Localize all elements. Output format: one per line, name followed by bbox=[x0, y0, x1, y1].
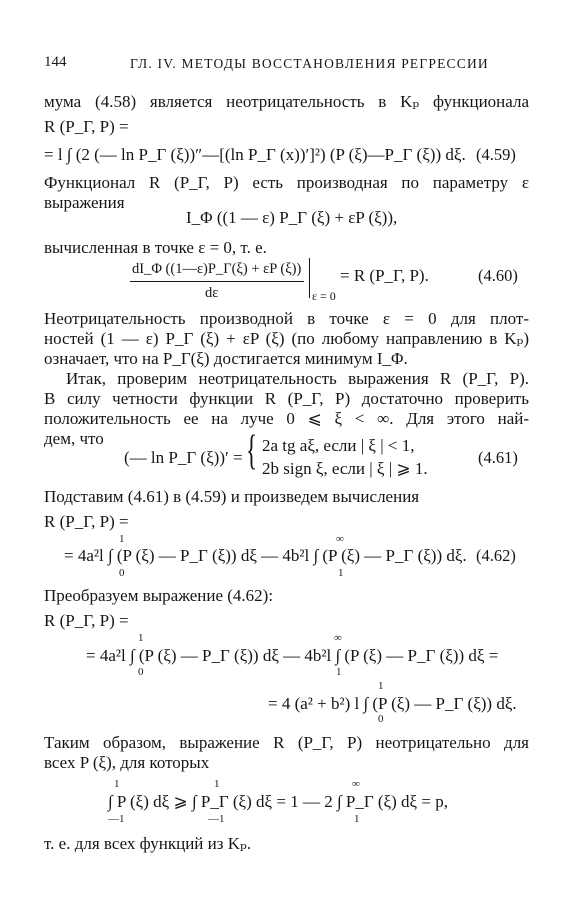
running-title: ГЛ. IV. МЕТОДЫ ВОССТАНОВЛЕНИЯ РЕГРЕССИИ bbox=[130, 56, 489, 71]
integral-lower-limit: 1 bbox=[338, 567, 344, 579]
case-line: 2a tg aξ, если | ξ | < 1, bbox=[262, 436, 415, 455]
text-line: выражения bbox=[44, 193, 125, 212]
text-line: Функционал R (P_Г, P) есть производная по параметру ε bbox=[44, 173, 529, 192]
formula-lhs: (— ln P_Г (ξ))′ = bbox=[124, 448, 243, 467]
equation-final: ∫ P (ξ) dξ ⩾ ∫ P_Г (ξ) dξ = 1 — 2 ∫ P_Г (ξ) dξ = p, bbox=[108, 792, 448, 811]
text-line: Итак, проверим неотрицательность выражения R (P_Г, P). bbox=[66, 369, 529, 388]
equation-4-59: = l ∫ (2 (— ln P_Г (ξ))″—[(ln P_Г (x))′]²) (P (ξ)—P_Г (ξ)) dξ. bbox=[44, 145, 466, 164]
integral-upper-limit: ∞ bbox=[334, 632, 342, 644]
equation-number-4-62: (4.62) bbox=[476, 546, 516, 565]
text-line: т. е. для всех функций из Kₚ. bbox=[44, 834, 252, 853]
text-line: дем, что bbox=[44, 429, 104, 448]
integral-lower-limit: 0 bbox=[378, 713, 384, 725]
formula-lhs: R (P_Г, P) = bbox=[44, 611, 129, 630]
equation-number-4-60: (4.60) bbox=[478, 266, 518, 285]
text-line: всех P (ξ), для которых bbox=[44, 753, 210, 772]
text-line: мума (4.58) является неотрицательность в Kₚ функционала bbox=[44, 92, 529, 111]
integral-upper-limit: 1 bbox=[138, 632, 144, 644]
equation-4-62: = 4a²l ∫ (P (ξ) — P_Г (ξ)) dξ — 4b²l ∫ (P (ξ) — P_Г (ξ)) dξ. bbox=[64, 546, 467, 565]
integral-upper-limit: ∞ bbox=[352, 778, 360, 790]
page-number: 144 bbox=[44, 54, 67, 70]
text-line: вычисленная в точке ε = 0, т. е. bbox=[44, 238, 267, 257]
integral-upper-limit: 1 bbox=[214, 778, 220, 790]
integral-lower-limit: 0 bbox=[119, 567, 125, 579]
text-line: ностей (1 — ε) P_Г (ξ) + εP (ξ) (по любому направлению в Kₚ) bbox=[44, 329, 529, 348]
integral-upper-limit: 1 bbox=[114, 778, 120, 790]
integral-upper-limit: 1 bbox=[119, 533, 125, 545]
integral-lower-limit: —1 bbox=[108, 813, 125, 825]
integral-lower-limit: —1 bbox=[208, 813, 225, 825]
formula-lhs: R (P_Г, P) = bbox=[44, 117, 129, 136]
case-line: 2b sign ξ, если | ξ | ⩾ 1. bbox=[262, 459, 428, 478]
integral-upper-limit: 1 bbox=[378, 680, 384, 692]
text-line: положительность ее на луче 0 ⩽ ξ < ∞. Для этого най- bbox=[44, 409, 529, 428]
fraction-numerator: dI_Φ ((1—ε)P_Г(ξ) + εP (ξ)) bbox=[132, 261, 302, 277]
equation-transform-1: = 4a²l ∫ (P (ξ) — P_Г (ξ)) dξ — 4b²l ∫ (P (ξ) — P_Г (ξ)) dξ = bbox=[86, 646, 499, 665]
equation-transform-2: = 4 (a² + b²) l ∫ (P (ξ) — P_Г (ξ)) dξ. bbox=[268, 694, 517, 713]
formula-rhs: = R (P_Г, P). bbox=[340, 266, 429, 285]
integral-lower-limit: 1 bbox=[354, 813, 360, 825]
evaluation-bar bbox=[309, 258, 310, 298]
fraction-denominator: dε bbox=[205, 285, 219, 301]
text-line: означает, что на P_Г(ξ) достигается минимум I_Φ. bbox=[44, 349, 408, 368]
equation-number-4-59: (4.59) bbox=[476, 145, 516, 164]
text-line: Таким образом, выражение R (P_Г, P) неотрицательно для bbox=[44, 733, 529, 752]
left-brace: { bbox=[246, 428, 258, 474]
text-line: Неотрицательность производной в точке ε = 0 для плот- bbox=[44, 309, 529, 328]
formula-lhs: R (P_Г, P) = bbox=[44, 512, 129, 531]
integral-lower-limit: 1 bbox=[336, 666, 342, 678]
fraction-bar bbox=[130, 281, 304, 282]
integral-lower-limit: 0 bbox=[138, 666, 144, 678]
text-line: Подставим (4.61) в (4.59) и произведем вычисления bbox=[44, 487, 420, 506]
integral-upper-limit: ∞ bbox=[336, 533, 344, 545]
text-line: В силу четности функции R (P_Г, P) достаточно проверить bbox=[44, 389, 529, 408]
formula-functional: I_Φ ((1 — ε) P_Г (ξ) + εP (ξ)), bbox=[186, 208, 398, 227]
evaluation-point: ε = 0 bbox=[312, 289, 336, 303]
equation-number-4-61: (4.61) bbox=[478, 448, 518, 467]
text-line: Преобразуем выражение (4.62): bbox=[44, 586, 274, 605]
